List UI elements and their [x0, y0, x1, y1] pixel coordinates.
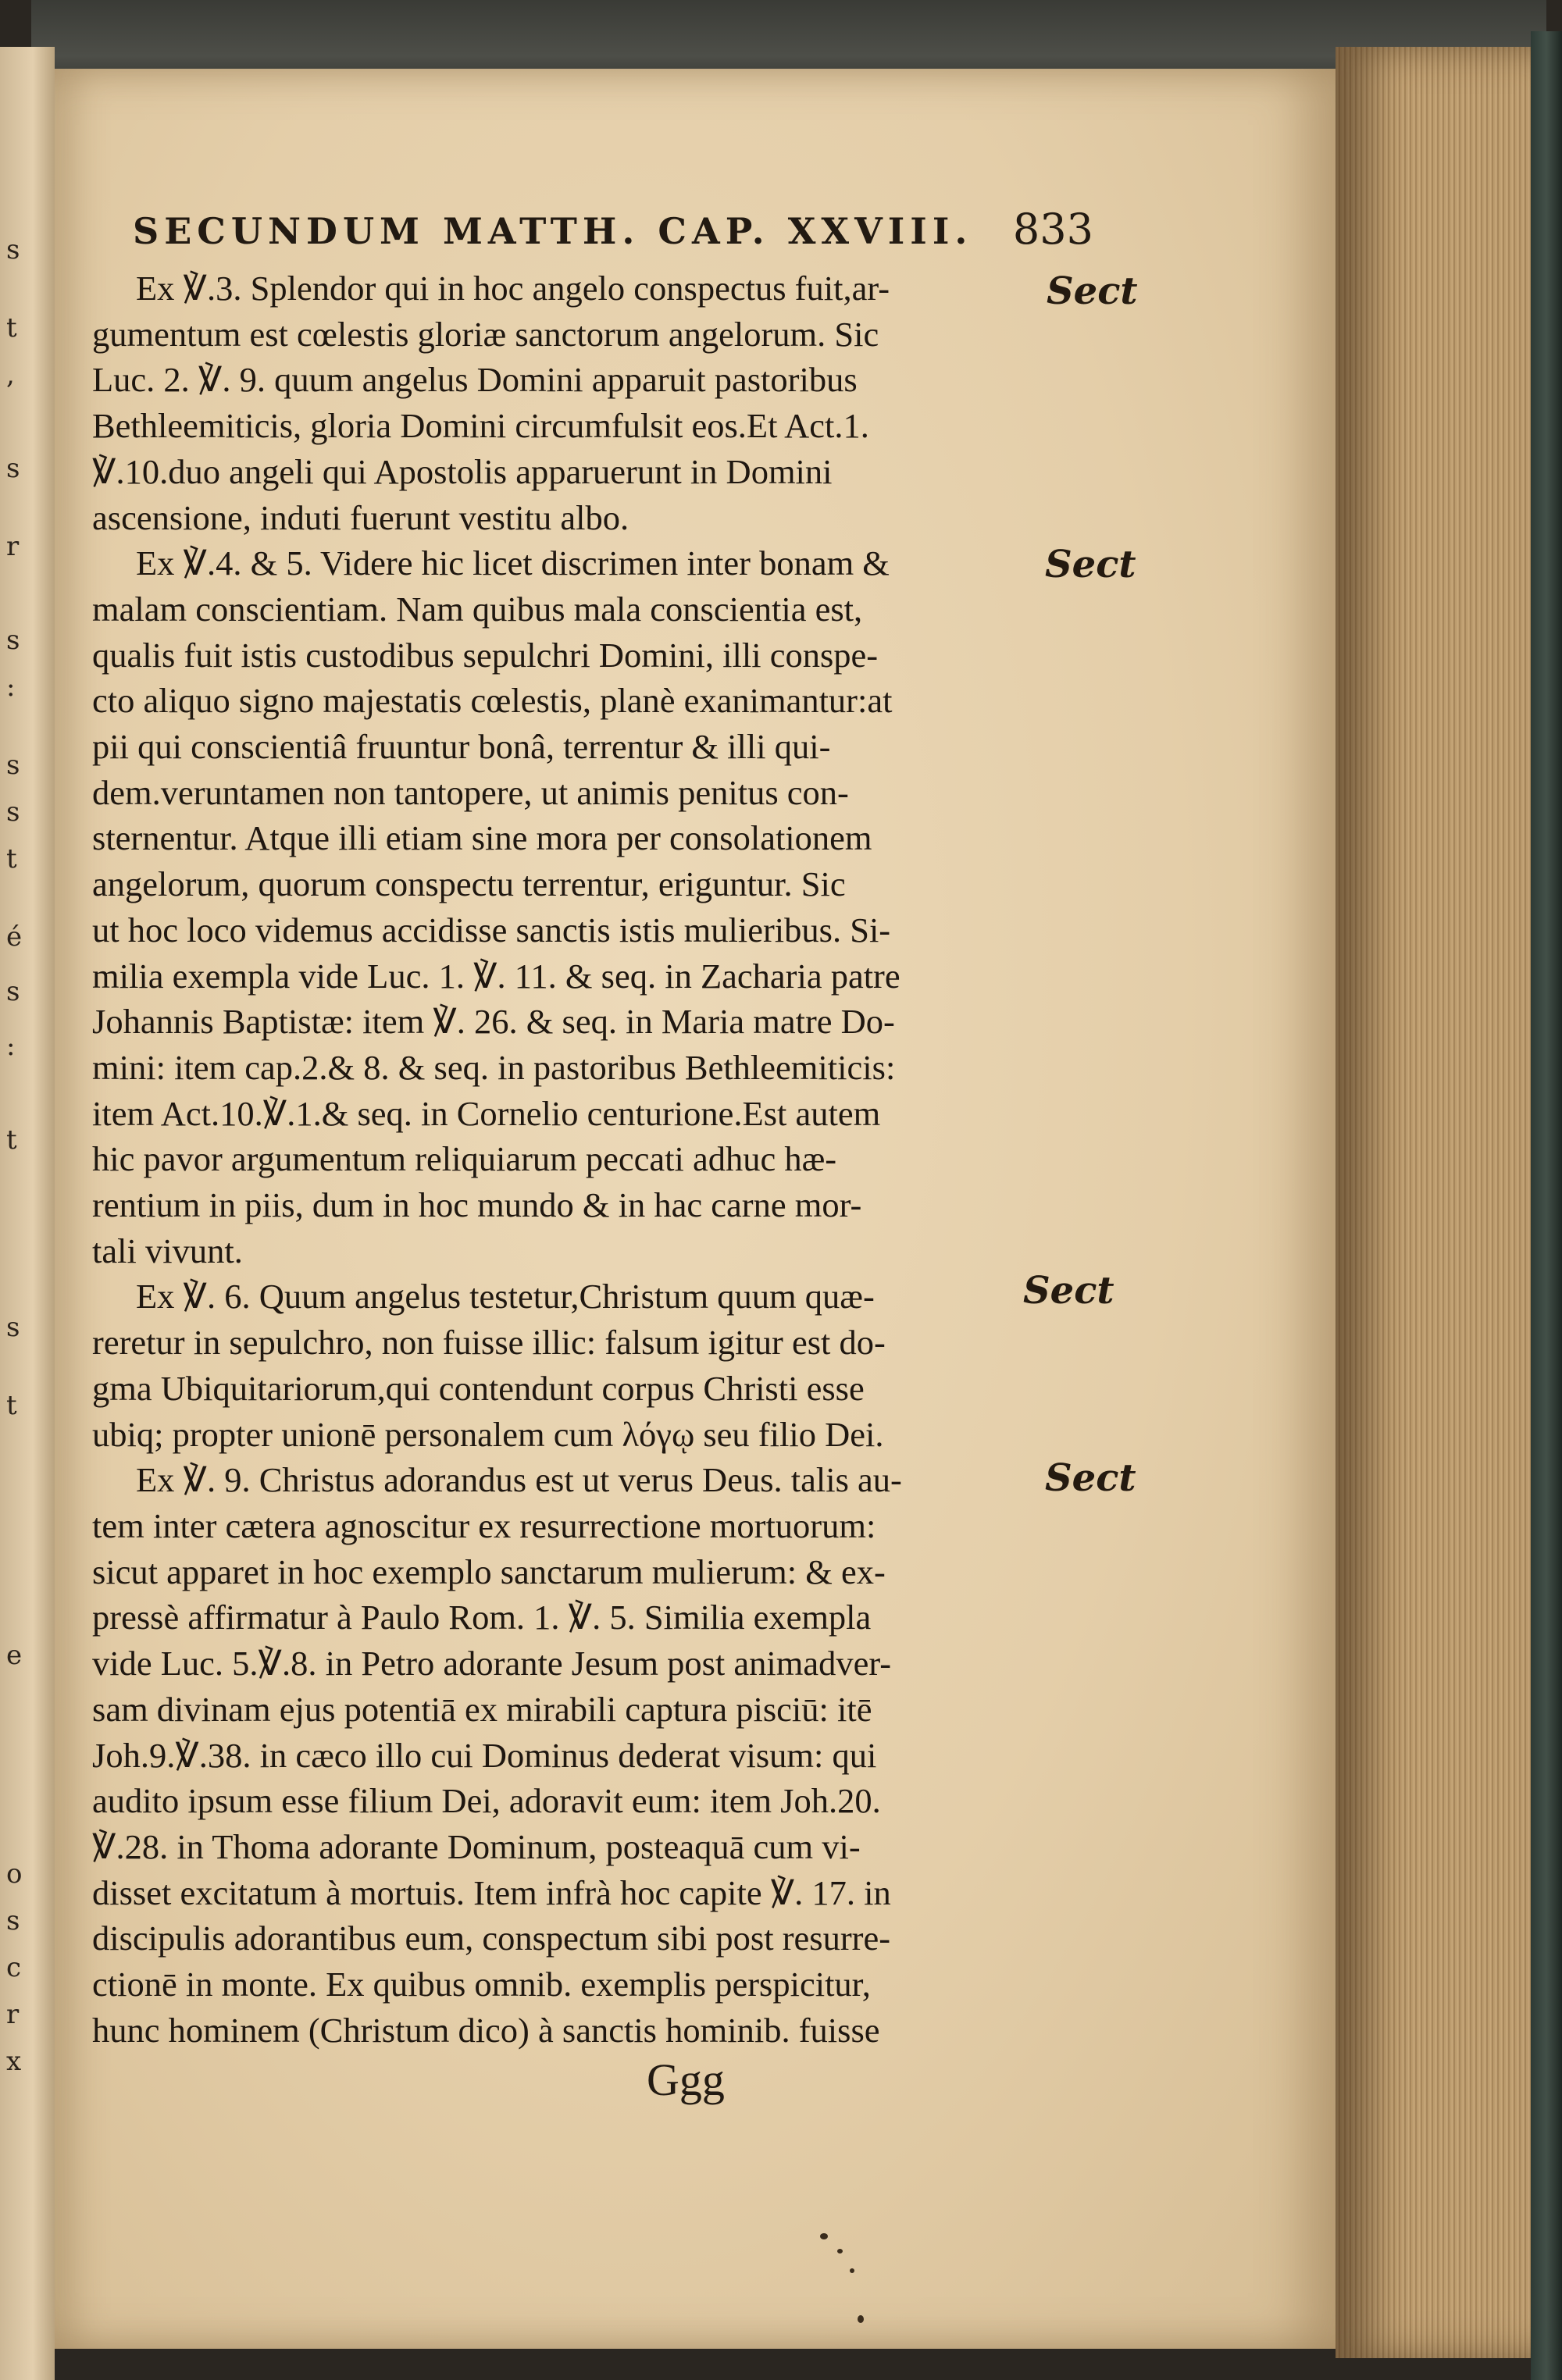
fragment: s	[6, 750, 20, 781]
fragment: s	[6, 976, 20, 1007]
text-line: qualis fuit istis custodibus sepulchri Domini, illi conspe-	[92, 635, 879, 675]
text-line: malam conscientiam. Nam quibus mala conscientia est,	[92, 589, 863, 629]
fragment: t	[6, 1124, 17, 1156]
text-line: angelorum, quorum conspectu terrentur, eriguntur. Sic	[92, 864, 846, 904]
fragment: t	[6, 843, 17, 875]
ink-speck	[858, 2315, 864, 2323]
text-line: cto aliquo signo majestatis cœlestis, planè exanimantur:at	[92, 681, 893, 721]
fragment: :	[6, 1031, 16, 1062]
text-line: tali vivunt.	[92, 1231, 243, 1270]
text-line: disset excitatum à mortuis. Item infrà hoc capite ℣. 17. in	[92, 1872, 891, 1912]
text-line: tem inter cætera agnoscitur ex resurrectione mortuorum:	[92, 1505, 876, 1545]
fragment: t	[6, 1390, 17, 1421]
text-line: discipulis adorantibus eum, conspectum sibi post resurre-	[92, 1919, 891, 1958]
text-line: Ex ℣.4. & 5. Videre hic licet discrimen inter bonam &	[136, 543, 890, 583]
text-line: ℣.28. in Thoma adorante Dominum, posteaquā cum vi-	[92, 1826, 861, 1866]
running-head: SECUNDUM MATTH. CAP. XXVIII.	[133, 210, 973, 252]
left-page-fragments	[0, 47, 55, 2380]
text-line: ut hoc loco videmus accidisse sanctis istis mulieribus. Si-	[92, 910, 891, 950]
text-line: ctionē in monte. Ex quibus omnib. exemplis perspicitur,	[92, 1965, 871, 2004]
fragment: s	[6, 453, 20, 484]
fragment: s	[6, 625, 20, 656]
text-line: ascensione, induti fuerunt vestitu albo.	[92, 497, 629, 537]
ink-speck	[850, 2268, 854, 2273]
body-text	[92, 265, 1028, 2053]
text-line: Ex ℣. 9. Christus adorandus est ut verus Deus. talis au-	[136, 1460, 902, 1500]
fragment: c	[6, 1952, 22, 1983]
text-line: sternentur. Atque illi etiam sine mora per consolationem	[92, 818, 872, 858]
page-fore-edge	[1336, 47, 1531, 2358]
text-line: rentium in piis, dum in hoc mundo & in hac carne mor-	[92, 1185, 862, 1225]
text-line: vide Luc. 5.℣.8. in Petro adorante Jesum post animadver-	[92, 1644, 892, 1683]
margin-note: Sect	[1023, 1269, 1114, 1313]
text-line: sicut apparet in hoc exemplo sanctarum mulierum: & ex-	[92, 1552, 886, 1591]
fragment: t	[6, 312, 17, 344]
fragment: o	[6, 1858, 23, 1890]
text-line: Luc. 2. ℣. 9. quum angelus Domini apparuit pastoribus	[92, 360, 858, 400]
fragment: x	[6, 2046, 22, 2077]
book-binding	[1531, 31, 1562, 2380]
fragment: e	[6, 1640, 23, 1671]
text-line: milia exempla vide Luc. 1. ℣. 11. & seq. in Zacharia patre	[92, 956, 900, 996]
facing-left-page-edge	[0, 47, 55, 2380]
text-line: sam divinam ejus potentiā ex mirabili captura pisciū: itē	[92, 1689, 872, 1729]
ink-speck	[837, 2249, 843, 2254]
fragment: r	[6, 531, 20, 562]
text-line: item Act.10.℣.1.& seq. in Cornelio centurione.Est autem	[92, 1093, 881, 1133]
text-line: reretur in sepulchro, non fuisse illic: falsum igitur est do-	[92, 1323, 886, 1363]
text-line: Johannis Baptistæ: item ℣. 26. & seq. in Maria matre Do-	[92, 1002, 895, 1042]
text-line: pressè affirmatur à Paulo Rom. 1. ℣. 5. Similia exempla	[92, 1598, 872, 1637]
text-line: Bethleemiticis, gloria Domini circumfulsit eos.Et Act.1.	[92, 406, 869, 446]
text-line: pii qui conscientiâ fruuntur bonâ, terrentur & illi qui-	[92, 727, 831, 767]
text-line: dem.veruntamen non tantopere, ut animis penitus con-	[92, 772, 849, 812]
fragment: é	[6, 921, 23, 953]
text-line: Ex ℣. 6. Quum angelus testetur,Christum quum quæ-	[136, 1277, 875, 1316]
page-number: 833	[1012, 205, 1093, 254]
margin-note: Sect	[1047, 269, 1138, 313]
fragment: s	[6, 796, 20, 828]
text-line: gumentum est cœlestis gloriæ sanctorum angelorum. Sic	[92, 314, 879, 354]
fragment: s	[6, 1312, 20, 1343]
text-line: Ex ℣.3. Splendor qui in hoc angelo conspectus fuit,ar-	[136, 269, 890, 308]
text-line: hunc hominem (Christum dico) à sanctis hominib. fuisse	[92, 2010, 880, 2050]
text-line: gma Ubiquitariorum,qui contendunt corpus Christi esse	[92, 1368, 865, 1408]
text-line: hic pavor argumentum reliquiarum peccati adhuc hæ-	[92, 1139, 837, 1179]
signature-mark: Ggg	[647, 2054, 725, 2105]
fragment: ,	[6, 359, 15, 390]
text-line: ℣.10.duo angeli qui Apostolis apparuerunt in Domini	[92, 451, 833, 491]
text-line: Joh.9.℣.38. in cæco illo cui Dominus dederat visum: qui	[92, 1735, 877, 1775]
text-line: audito ipsum esse filium Dei, adoravit eum: item Joh.20.	[92, 1781, 881, 1821]
page-header	[133, 205, 1093, 254]
fragment: s	[6, 1905, 20, 1936]
text-line: ubiq; propter unionē personalem cum λόγῳ seu filio Dei.	[92, 1414, 884, 1454]
fragment: :	[6, 672, 16, 703]
text-line: mini: item cap.2.& 8. & seq. in pastoribus Bethleemiticis:	[92, 1047, 896, 1087]
ink-speck	[820, 2233, 828, 2239]
margin-note: Sect	[1045, 543, 1136, 586]
fragment: s	[6, 234, 20, 265]
fragment: r	[6, 1999, 20, 2030]
margin-note: Sect	[1045, 1456, 1136, 1500]
